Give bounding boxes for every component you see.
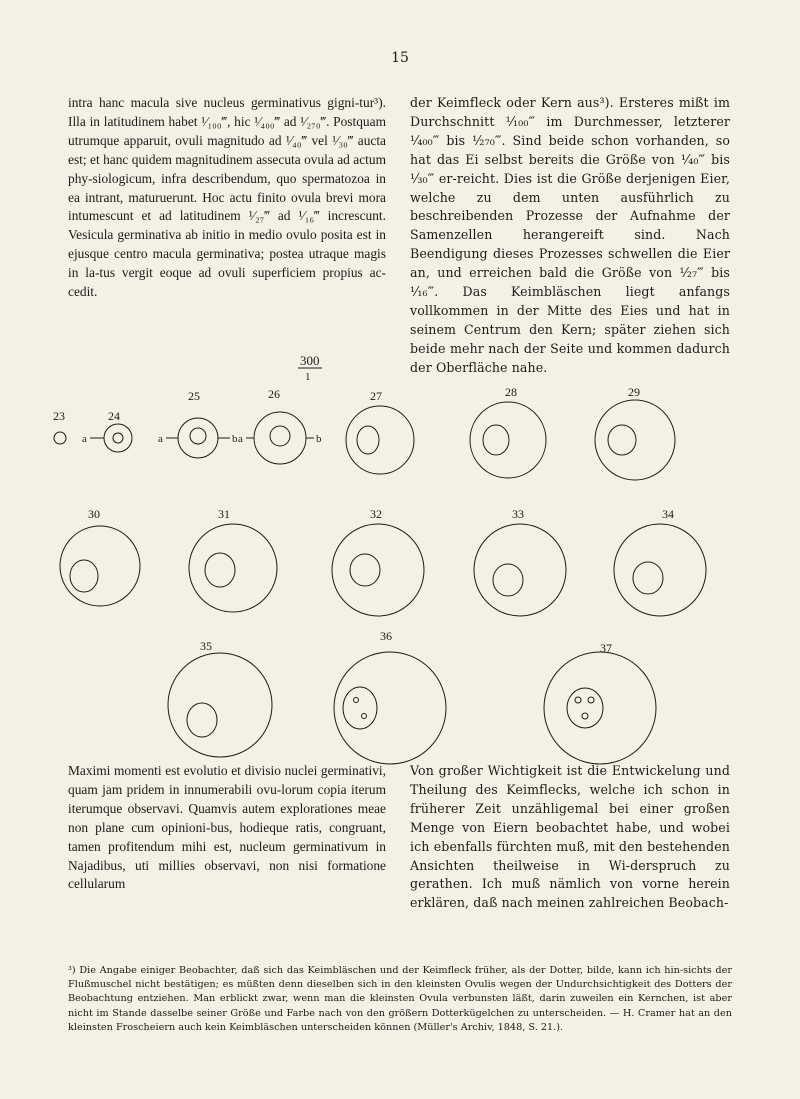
page-number: 15	[391, 50, 409, 66]
figure-plate	[40, 340, 760, 760]
fig-label-31: 31	[218, 507, 230, 521]
fig-25-letter-a: a	[158, 433, 163, 445]
fig-label-33: 33	[512, 507, 524, 521]
fig-35-ovum	[168, 653, 272, 757]
fig-34-ovum	[614, 524, 706, 616]
fig-label-37: 37	[600, 641, 612, 655]
fig-label-27: 27	[370, 389, 382, 403]
fig-label-34: 34	[662, 507, 674, 521]
fig-label-28: 28	[505, 385, 517, 399]
fig-26-letter-b: b	[316, 433, 322, 445]
fig-label-30: 30	[88, 507, 100, 521]
fig-25-letter-b: b	[232, 433, 238, 445]
fig-31-ovum	[189, 524, 277, 612]
fig-26-ovum	[254, 412, 306, 464]
fig-36-ovum	[334, 652, 446, 764]
fig-37-ovum	[544, 652, 656, 764]
fig-label-36: 36	[380, 629, 392, 643]
fig-label-24: 24	[108, 409, 120, 423]
fig-label-25: 25	[188, 389, 200, 403]
fig-25-ovum	[178, 418, 218, 458]
scale-label: 300	[300, 353, 320, 368]
fig-32-ovum	[332, 524, 424, 616]
latin-column-bottom: Maximi momenti est evolutio et divisio nuclei germinativi, quam jam pridem in innumerabili ovu-lorum copia iterum iterumque observavi. Quamvis autem explorationes meae non plane cum opinioni-bus, hodieque ratis, congruant, tamen profitendum mihi est, nucleum germinativum in Najadibus, uti millies observavi, non nisi formatione cellularum	[68, 763, 386, 892]
footnote: ³) Die Angabe einiger Beobachter, daß sich das Keimbläschen und der Keimfleck früher, als der Dotter, bilde, kann ich hin-sichts der Flußmuschel nicht bestätigen; es müßten denn dieselben sich in den kleinsten Ovulis wegen der Undurchsichtigkeit des Dotters der Beobachtung entziehen. Man erblickt zwar, wenn man die kleinsten Ovula verbunsten läßt, darin zuweilen ein Kernchen, ist aber nicht im Stande dasselbe seiner Größe und Farbe nach von den größern Dotterkügelchen zu unterscheiden. — H. Cramer hat an den kleinsten Froscheiern auch kein Keimbläschen unterscheiden können (Müller's Archiv, 1848, S. 21.).	[68, 965, 732, 1033]
fig-label-29: 29	[628, 385, 640, 399]
fig-28-ovum	[470, 402, 546, 478]
fig-label-35: 35	[200, 639, 212, 653]
fig-30-ovum	[60, 526, 140, 606]
scale-unit: 1	[305, 371, 311, 383]
fig-26-letter-a: a	[238, 433, 243, 445]
fig-27-ovum	[346, 406, 414, 474]
fig-24-letter-a: a	[82, 433, 87, 445]
latin-column-top: intra hanc macula sive nucleus germinativus gigni-tur³). Illa in latitudinem habet ¹⁄₁₀₀‴, hic ¹⁄₄₀₀‴ ad ¹⁄₂₇₀‴. Postquam utrumque apparuit, ovuli magnitudo ad ¹⁄₄₀‴ vel ¹⁄₃₀‴ aucta est; et hanc quidem magnitudinem assecuta ovula ad actum phy-siologicum, infra describendum, quo spermatozoa in ea intrant, maturuerunt. Hoc actu finito ovula brevi mora intumescunt et ad latitudinem ¹⁄₂₇‴ ad ¹⁄₁₆‴ increscunt. Vesicula germinativa ab initio in medio ovulo posita est in ejusque centro macula germinativa; postea utraque magis in la-tus vergit eoque ad ovuli superficiem propius ac-cedit.	[68, 95, 386, 300]
german-column-bottom: Von großer Wichtigkeit ist die Entwickelung und Theilung des Keimflecks, welche ich schon in früherer Zeit unzähligemal bei einer großen Menge von Eiern beobachtet habe, und wobei ich ebenfalls fürchten muß, mit den bestehenden Ansichten theilweise in Wi-derspruch zu gerathen. Ich muß nämlich von vorne herein erklären, daß nach meinen zahlreichen Beobach-	[410, 763, 730, 911]
fig-29-ovum	[595, 400, 675, 480]
fig-label-32: 32	[370, 507, 382, 521]
fig-24-ovum	[104, 424, 132, 452]
fig-label-26: 26	[268, 387, 280, 401]
fig-23-ovum	[54, 432, 66, 444]
german-column-top: der Keimfleck oder Kern aus³). Ersteres mißt im Durchschnitt ¹⁄₁₀₀‴ im Durchmesser, letzterer ¹⁄₄₀₀‴ bis ¹⁄₂₇₀‴. Sind beide schon vorhanden, so hat das Ei selbst bereits die Größe von ¹⁄₄₀‴ bis ¹⁄₃₀‴ er-reicht. Dies ist die Größe derjenigen Eier, welche zu dem unten ausführlich zu beschreibenden Prozesse der Aufnahme der Samenzellen herangereift sind. Nach Beendigung dieses Prozesses schwellen die Eier an, und erreichen bald die Größe von ¹⁄₂₇‴ bis ¹⁄₁₆‴. Das Keimbläschen liegt anfangs vollkommen in der Mitte des Eies und hat in seinem Centrum den Kern; später ziehen sich beide mehr nach der Seite und kommen dadurch der Oberfläche nahe.	[410, 95, 730, 375]
fig-label-23: 23	[53, 409, 65, 423]
